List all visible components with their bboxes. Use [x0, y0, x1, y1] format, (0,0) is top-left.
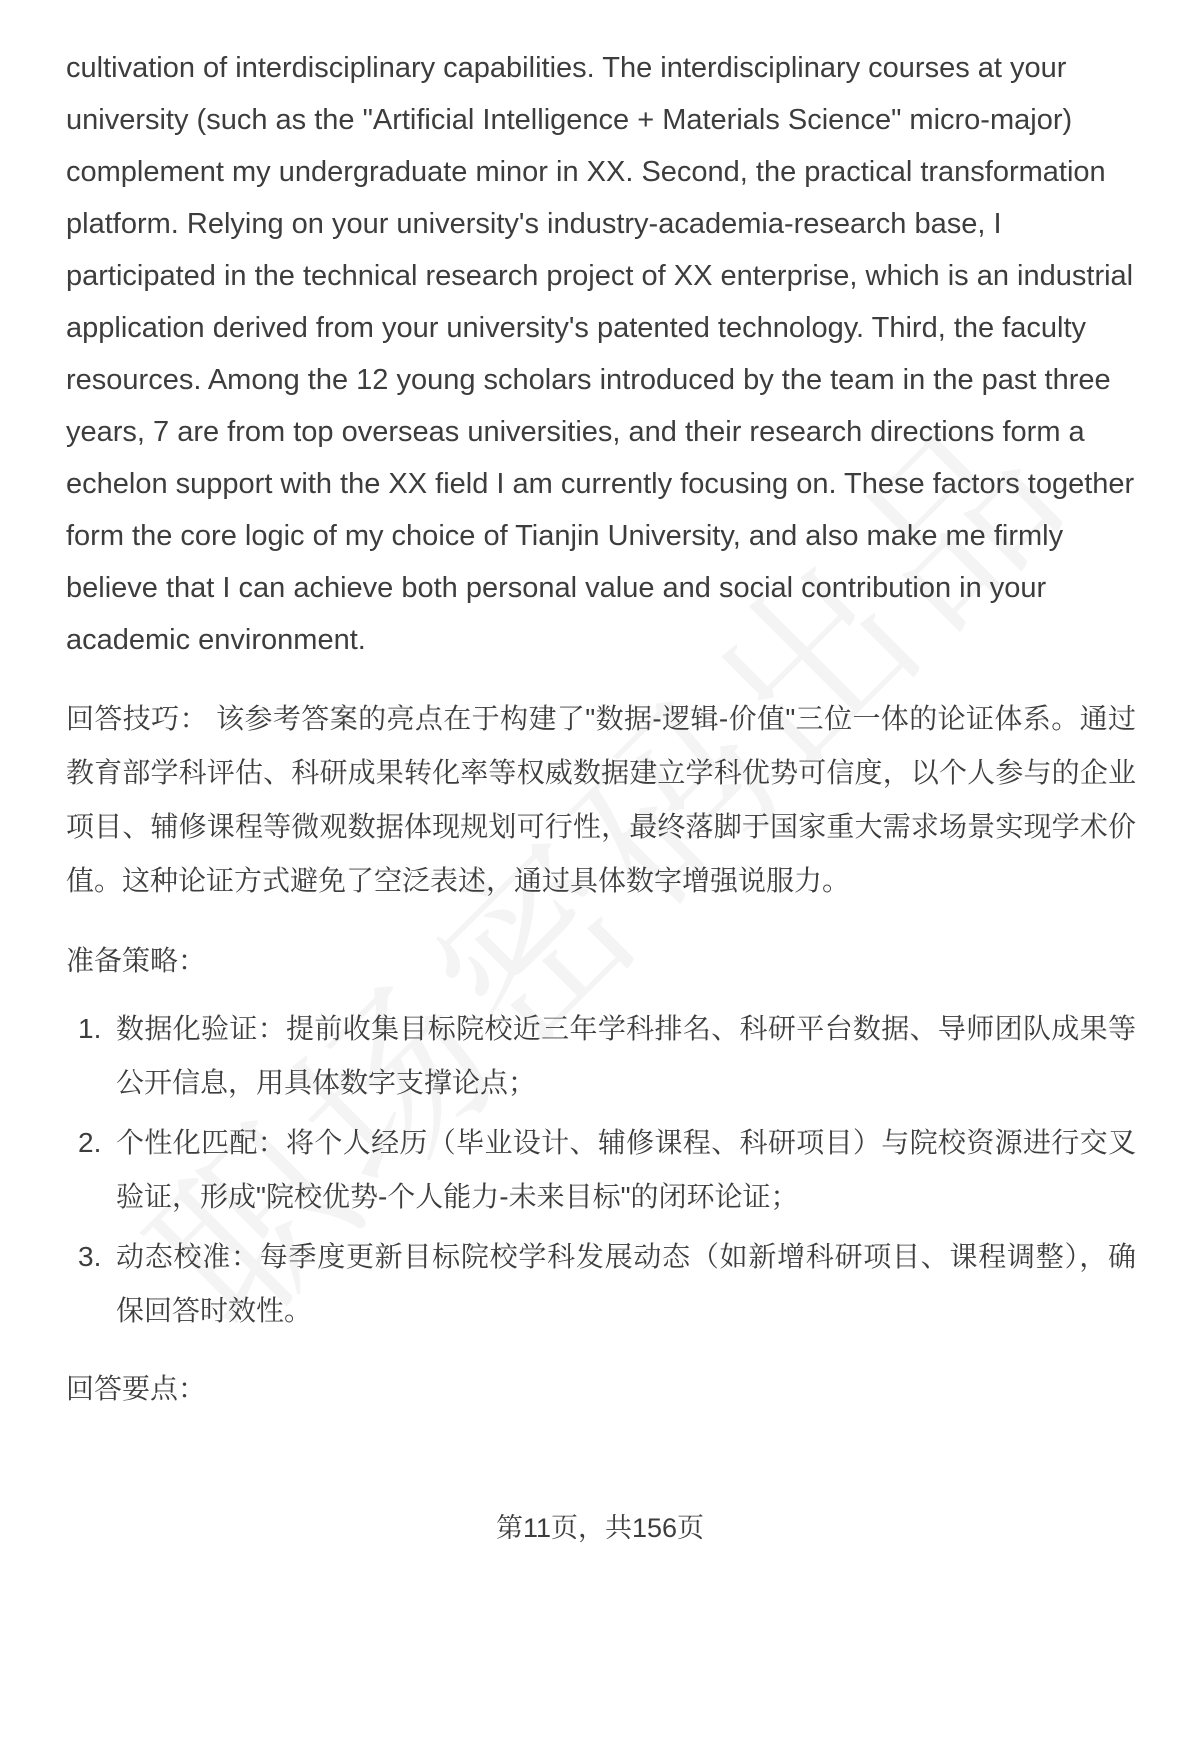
strategy-list — [78, 1002, 1136, 1338]
list-item — [78, 1230, 1136, 1338]
strategy-heading: 准备策略： — [66, 945, 207, 976]
list-item-text: 个性化匹配：将个人经历（毕业设计、辅修课程、科研项目）与院校资源进行交叉验证，形成"院校优势-个人能力-未来目标"的闭环论证； — [116, 1127, 1136, 1212]
answer-tips-paragraph: 回答技巧： 该参考答案的亮点在于构建了"数据-逻辑-价值"三位一体的论证体系。通过教育部学科评估、科研成果转化率等权威数据建立学科优势可信度，以个人参与的企业项目、辅修课程等微观数据体现规划可行性，最终落脚于国家重大需求场景实现学术价值。这种论证方式避免了空泛表述，通过具体数字增强说服力。 — [66, 703, 1136, 896]
points-heading: 回答要点： — [66, 1373, 207, 1404]
list-item — [78, 1116, 1136, 1224]
page-footer: 第11页，共156页 — [495, 1513, 705, 1543]
page-content — [66, 42, 1136, 1416]
body-paragraph-english: cultivation of interdisciplinary capabilities. The interdisciplinary courses at your university (such as the "Artificial Intelligence + Materials Science" micro-major) complement my undergraduate minor in XX. Second, the practical transformation platform. Relying on your university's industry-academia-research base, I participated in the technical research project of XX enterprise, which is an industrial application derived from your university's patented technology. Third, the faculty resources. Among the 12 young scholars introduced by the team in the past three years, 7 are from top overseas universities, and their research directions form a echelon support with the XX field I am currently focusing on. These factors together form the core logic of my choice of Tianjin University, and also make me firmly believe that I can achieve both personal value and social contribution in your academic environment. — [66, 52, 1135, 656]
list-item — [78, 1002, 1136, 1110]
list-item-number: 2. — [78, 1127, 102, 1158]
list-item-text: 数据化验证：提前收集目标院校近三年学科排名、科研平台数据、导师团队成果等公开信息，用具体数字支撑论点； — [116, 1013, 1136, 1098]
list-item-number: 3. — [78, 1241, 102, 1272]
list-item-number: 1. — [78, 1013, 102, 1044]
list-item-text: 动态校准：每季度更新目标院校学科发展动态（如新增科研项目、课程调整），确保回答时效性。 — [116, 1241, 1136, 1326]
